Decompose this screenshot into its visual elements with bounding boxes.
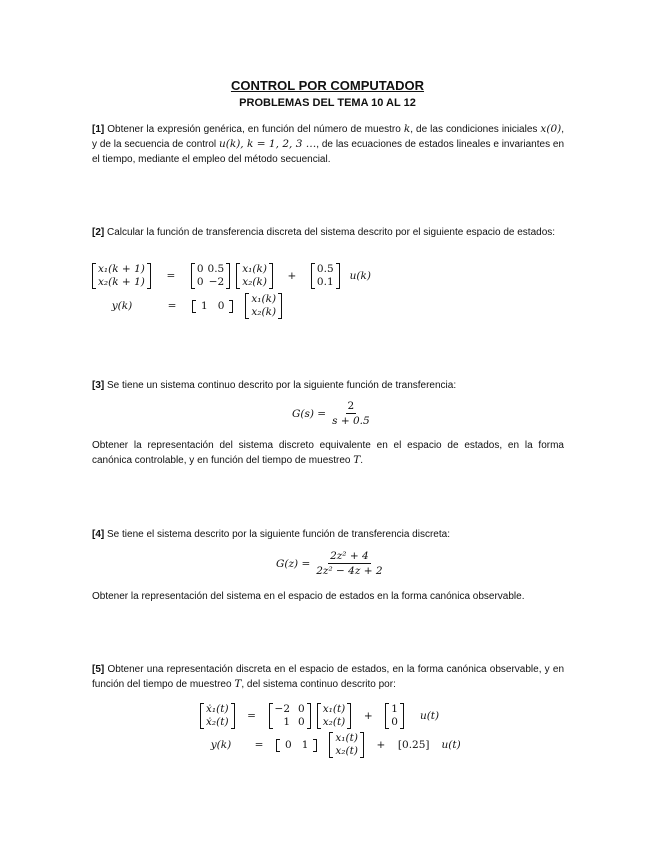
matrix-cell: x₂(k) [242, 276, 267, 288]
matrix-cell: x₁(k + 1) [98, 263, 145, 275]
problem-4-statement-2: Obtener la representación del sistema en el espacio de estados en la forma canónica observable. [92, 591, 525, 602]
problem-4-number: [4] [92, 529, 105, 540]
state-vector [236, 263, 273, 289]
problem-3-text2-a: Obtener la representación del sistema discreto equivalente en el espacio de estados, en la forma canónica controlable, y en función del tiempo de muestreo [92, 440, 564, 466]
equals-sign: = [167, 300, 177, 312]
document-title: CONTROL POR COMPUTADOR [230, 78, 425, 93]
matrix-cell: x₁(t) [322, 703, 346, 715]
problem-2-text [92, 225, 564, 240]
tf-numerator: 2z² + 4 [330, 550, 369, 562]
problem-3-transfer-function [292, 400, 372, 427]
state-vector [329, 732, 364, 758]
matrix-cell: 1 [283, 716, 291, 728]
matrix-cell: 0 [196, 263, 204, 275]
problem-2-number: [2] [92, 227, 105, 238]
problem-4-statement: Se tiene el sistema descrito por la siguiente función de transferencia discreta: [107, 529, 450, 540]
problem-4-transfer-function [276, 550, 385, 577]
matrix-cell: 0 [391, 716, 398, 728]
matrix-cell: x₁(k) [251, 293, 277, 305]
problem-2-state-equation [92, 263, 371, 289]
matrix-cell: x₂(t) [322, 716, 346, 728]
tf-lhs: G(s) = [292, 407, 327, 420]
matrix-cell: ẋ₂(t) [206, 716, 229, 728]
matrix-cell: 0 [217, 299, 225, 312]
problem-3-text-2 [92, 438, 564, 468]
problem-1-x0: x(0) [540, 123, 562, 135]
problem-5-number: [5] [92, 664, 105, 675]
equals-sign: = [166, 270, 176, 282]
problem-1-text-b: , de las condiciones iniciales [410, 124, 541, 135]
problem-3-text [92, 378, 564, 393]
matrix-B [311, 263, 340, 289]
problem-3-text2-b: . [360, 455, 364, 466]
problem-1-text [92, 122, 564, 167]
output-y: y(k) [111, 300, 133, 312]
plus-sign: + [287, 270, 297, 282]
matrix-A [269, 703, 311, 729]
problem-5-text [92, 662, 564, 692]
matrix-cell: x₂(t) [335, 745, 358, 757]
sampling-time-T: T [234, 678, 242, 690]
matrix-cell: 1 [201, 299, 208, 312]
matrix-cell: 1 [391, 703, 398, 715]
tf-denominator: 2z² − 4z + 2 [316, 565, 383, 577]
input-u: u(t) [441, 739, 461, 751]
plus-sign: + [376, 739, 386, 751]
matrix-cell: x₁(t) [335, 732, 358, 744]
matrix-cell: 0 [298, 716, 305, 728]
equals-sign: = [247, 710, 256, 722]
matrix-cell: 0.5 [207, 263, 225, 275]
problem-1-k: k [403, 123, 411, 135]
state-vector-next [92, 263, 151, 289]
tf-lhs: G(z) = [276, 557, 311, 570]
state-derivative-vector [200, 703, 235, 729]
problem-1-number: [1] [92, 124, 105, 135]
matrix-cell: 0.5 [316, 263, 334, 275]
matrix-cell: −2 [274, 703, 291, 715]
matrix-C [192, 300, 233, 313]
problem-1-text-c: , y de la secuencia de control [92, 124, 564, 150]
matrix-B [385, 703, 404, 729]
matrix-C [276, 739, 317, 752]
problem-5-output-equation [200, 732, 461, 758]
equals-sign: = [254, 739, 264, 751]
problem-1-text-a: Obtener la expresión genérica, en función del número de muestro [107, 124, 404, 135]
tf-fraction [314, 550, 384, 577]
tf-fraction [330, 400, 372, 427]
matrix-A [191, 263, 230, 289]
matrix-cell: ẋ₁(t) [206, 703, 229, 715]
matrix-cell: 0 [298, 703, 305, 715]
matrix-D: [0.25] [397, 739, 430, 751]
plus-sign: + [363, 710, 373, 722]
matrix-cell: −2 [208, 276, 225, 288]
problem-5-text-b: , del sistema continuo descrito por: [241, 679, 396, 690]
problem-4-text-2 [92, 589, 564, 604]
state-vector [317, 703, 352, 729]
problem-2-statement: Calcular la función de transferencia discreta del sistema descrito por el siguiente espacio de estados: [107, 227, 556, 238]
problem-5-text-a: Obtener una representación discreta en el espacio de estados, en la forma canónica observable, y en función del tiempo de muestreo [92, 664, 564, 690]
problem-3-statement: Se tiene un sistema continuo descrito por la siguiente función de transferencia: [107, 380, 457, 391]
matrix-cell: 1 [301, 738, 309, 751]
matrix-cell: x₁(k) [242, 263, 267, 275]
matrix-cell: x₂(k + 1) [98, 276, 145, 288]
matrix-cell: x₂(k) [251, 306, 277, 318]
matrix-cell: 0 [285, 738, 292, 751]
matrix-cell: 0.1 [316, 276, 334, 288]
tf-numerator: 2 [347, 400, 355, 412]
input-u: u(t) [419, 710, 440, 722]
problem-3-number: [3] [92, 380, 105, 391]
state-vector [245, 293, 282, 319]
problem-5-state-equation [200, 703, 439, 729]
sampling-time-T: T [353, 454, 361, 466]
output-y: y(k) [210, 739, 232, 751]
problem-4-text [92, 527, 564, 542]
input-u: u(k) [349, 270, 371, 282]
problem-1-text-d: , de las ecuaciones de estados lineales e invariantes en el tiempo, mediante el empleo del método secuencial. [92, 139, 565, 165]
problem-1-uk: u(k), k = 1, 2, 3 … [218, 138, 317, 150]
problem-2-output-equation [92, 293, 282, 319]
document-subtitle: PROBLEMAS DEL TEMA 10 AL 12 [239, 97, 416, 109]
tf-denominator: s + 0.5 [332, 415, 370, 427]
matrix-cell: 0 [196, 276, 204, 288]
